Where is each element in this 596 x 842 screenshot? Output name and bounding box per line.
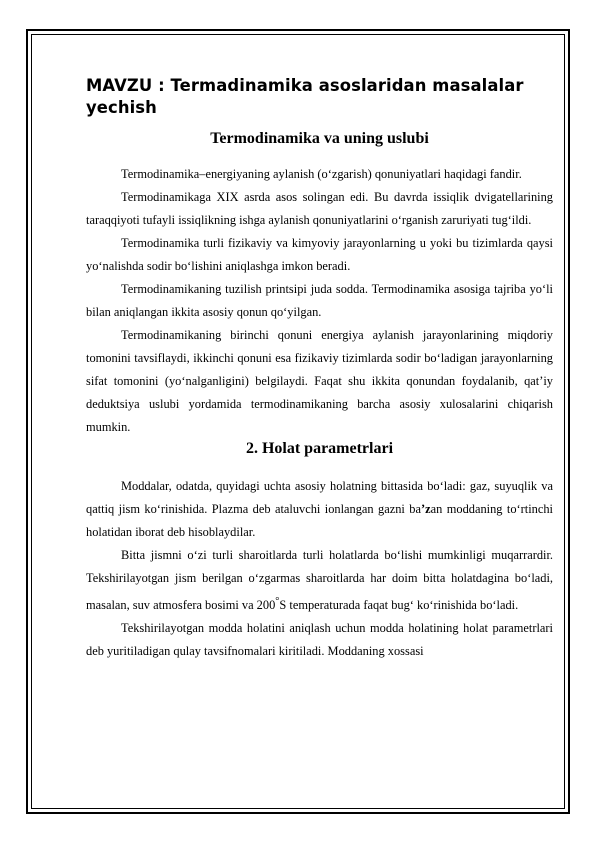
topic-heading: MAVZU : Termadinamika asoslaridan masalalar yechish — [86, 76, 524, 117]
text-run-bold: ’z — [420, 502, 431, 516]
subtitle-heading: Termodinamika va uning uslubi — [210, 130, 429, 147]
paragraph: Termodinamika turli fizikaviy va kimyoviy jarayonlarning u yoki bu tizimlarda qaysi yo‘nalishda sodir bo‘lishini aniqlashga imkon beradi. — [86, 236, 553, 273]
paragraph — [86, 475, 553, 544]
paragraph: Termodinamika–energiyaning aylanish (o‘zgarish) qonuniyatlari haqidagi fandir. — [121, 167, 522, 181]
text-run: Bitta jismni o‘zi turli sharoitlarda turli holatlarda bo‘lishi mumkinligi muqarrardir. Tekshirilayotgan jism berilgan o‘zgarmas sharoitlarda har doim bitta holatdagina bo‘ladi, masalan, suv atmosfera bosimi va 200 — [86, 548, 553, 613]
paragraph: Termodinamikaga XIX asrda asos solingan edi. Bu davrda issiqlik dvigatellarining taraqqiyoti tufayli issiqlikning ishga aylanish qonuniyatlarini o‘rganish zaruriyati tug‘ildi. — [86, 190, 553, 227]
paragraph: Termodinamikaning tuzilish printsipi juda sodda. Termodinamika asosiga tajriba yo‘li bilan aniqlangan ikkita asosiy qonun qo‘yilgan. — [86, 282, 553, 319]
degree-sign: ° — [275, 596, 280, 607]
text-run: Moddalar, odatda, quyidagi uchta asosiy holatning bittasida bo‘ladi: gaz, suyuqlik va qattiq jism ko‘rinishida. Plazma deb ataluvchi ionlangan gazni ba — [86, 479, 553, 516]
paragraph — [86, 544, 553, 617]
text-run: an moddaning to‘rtinchi holatidan iborat deb hisoblaydilar. — [86, 502, 553, 539]
paragraph: Termodinamikaning birinchi qonuni energiya aylanish jarayonlarining miqdoriy tomonini tavsiflaydi, ikkinchi qonuni esa fizikaviy tizimlarda sodir bo‘ladigan jarayonlarning sifat tomonini (yo‘nalganligini) belgilaydi. Faqat shu ikkita qonundan foydalanib, qat’iy deduktsiya uslubi yordamida termodinamikaning barcha asosiy xulosalarini chiqarish mumkin. — [86, 328, 553, 434]
section-heading: 2. Holat parametrlari — [245, 440, 394, 457]
paragraph: Tekshirilayotgan modda holatini aniqlash uchun modda holatining holat parametrlari deb yuritiladigan qulay tavsifnomalari kiritiladi. Moddaning xossasi — [86, 621, 553, 659]
text-run: S temperaturada faqat bug‘ ko‘rinishida bo‘ladi. — [279, 598, 519, 613]
document-body — [86, 75, 553, 663]
